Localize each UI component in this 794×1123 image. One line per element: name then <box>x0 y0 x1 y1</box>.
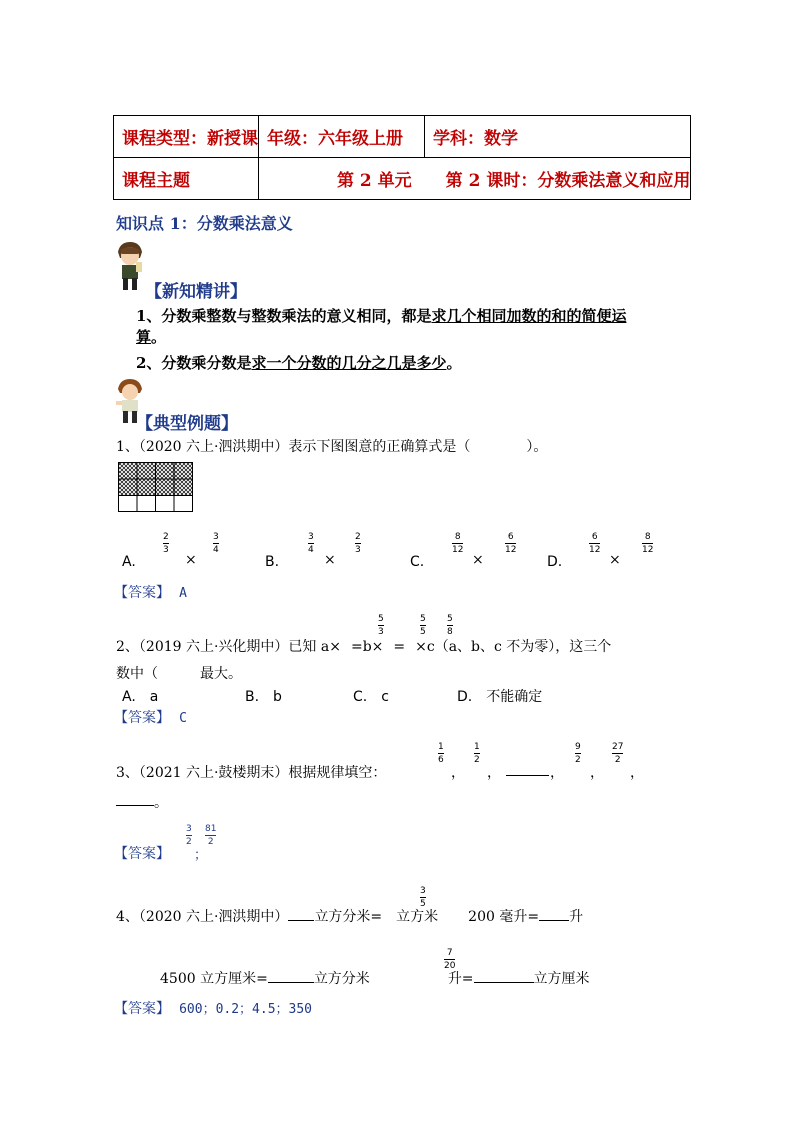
q1-a-frac2: 3 4 <box>213 532 219 555</box>
q1-d-times: × <box>609 552 621 568</box>
q3-seq-3: 9 2 <box>575 742 581 765</box>
q2-frac-1: 5 3 <box>378 614 384 637</box>
q3-answer-frac-2: 81 2 <box>205 824 217 847</box>
q3-blank-1[interactable] <box>506 760 549 776</box>
examples-title: 【典型例题】 <box>136 414 238 434</box>
theme-label-cell: 课程主题 <box>114 158 259 200</box>
question-2-line-1: 2、（2019 六上·兴化期中）已知 a× =b× = ×c（a、b、c 不为零），这三个 <box>116 639 612 655</box>
q3-comma-2: ， <box>487 765 501 781</box>
q1-a-frac1: 2 3 <box>163 532 169 555</box>
q2-answer: 【答案】 C <box>114 710 187 726</box>
q3-comma-1: ， <box>451 765 465 781</box>
rule-2: 2、分数乘分数是求一个分数的几分之几是多少。 <box>136 354 462 372</box>
knowledge-point-title: 知识点 1：分数乘法意义 <box>116 214 293 233</box>
q2-frac-2: 5 5 <box>420 614 426 637</box>
q1-option-c-label: C. <box>410 554 425 570</box>
q2-option-a: A. a <box>122 689 159 705</box>
q4-answer: 【答案】 600；0.2；4.5；350 <box>114 1001 313 1017</box>
q1-c-frac1: 8 12 <box>452 532 464 555</box>
q3-seq-4: 27 2 <box>612 742 624 765</box>
q3-seq-2: 1 2 <box>474 742 480 765</box>
fraction-grid-figure <box>118 462 194 512</box>
q2-option-d: D. 不能确定 <box>457 689 543 705</box>
q1-b-frac1: 3 4 <box>308 532 314 555</box>
q2-option-b: B. b <box>245 689 282 705</box>
q1-a-times: × <box>185 552 197 568</box>
q2-option-c: C. c <box>353 689 389 705</box>
q3-end: 。 <box>154 795 168 811</box>
q1-option-d-label: D. <box>547 554 563 570</box>
q4-frac-1: 3 5 <box>420 886 426 909</box>
q3-blank-2[interactable] <box>116 790 154 806</box>
q3-comma-3: ， <box>550 765 564 781</box>
lesson-header-table <box>113 115 691 200</box>
q3-seq-1: 1 6 <box>438 742 444 765</box>
theme-value-cell: 第 2 单元 第 2 课时：分数乘法意义和应用 <box>259 158 691 200</box>
q4-frac-2: 7 20 <box>444 948 456 971</box>
q1-d-frac2: 8 12 <box>642 532 654 555</box>
boy-mascot-icon <box>110 240 148 292</box>
course-type-cell: 课程类型：新授课 <box>114 116 259 158</box>
q1-option-b-label: B. <box>265 554 280 570</box>
q3-answer-frac-1: 3 2 <box>186 824 192 847</box>
q1-answer: 【答案】 A <box>114 585 187 601</box>
rule-1-cont: 算。 <box>136 328 167 346</box>
q1-c-times: × <box>472 552 484 568</box>
question-4-line-1: 4、（2020 六上·泗洪期中） 立方分米= 立方米 200 毫升= 升 <box>116 909 584 925</box>
rule-1: 1、分数乘整数与整数乘法的意义相同，都是求几个相同加数的和的简便运 <box>136 307 627 325</box>
q3-answer-sep: ； <box>194 848 208 863</box>
grade-cell: 年级：六年级上册 <box>259 116 425 158</box>
q1-option-a-label: A. <box>122 554 136 570</box>
q1-c-frac2: 6 12 <box>505 532 517 555</box>
q3-comma-5: ， <box>630 765 644 781</box>
q1-d-frac1: 6 12 <box>589 532 601 555</box>
q1-b-frac2: 2 3 <box>355 532 361 555</box>
question-4-line-2: 4500 立方厘米= 立方分米 升= 立方厘米 <box>160 971 590 987</box>
q1-b-times: × <box>324 552 336 568</box>
q2-frac-3: 5 8 <box>447 614 453 637</box>
question-1-text: 1、（2020 六上·泗洪期中）表示下图图意的正确算式是（ ）。 <box>116 439 548 455</box>
subject-cell: 学科：数学 <box>425 116 691 158</box>
q3-answer-tag: 【答案】 <box>114 846 170 862</box>
q3-comma-4: ， <box>590 765 604 781</box>
new-knowledge-title: 【新知精讲】 <box>145 282 247 302</box>
question-3-text: 3、（2021 六上·鼓楼期末）根据规律填空： <box>116 765 387 781</box>
question-2-line-2: 数中（ 最大。 <box>116 666 242 682</box>
